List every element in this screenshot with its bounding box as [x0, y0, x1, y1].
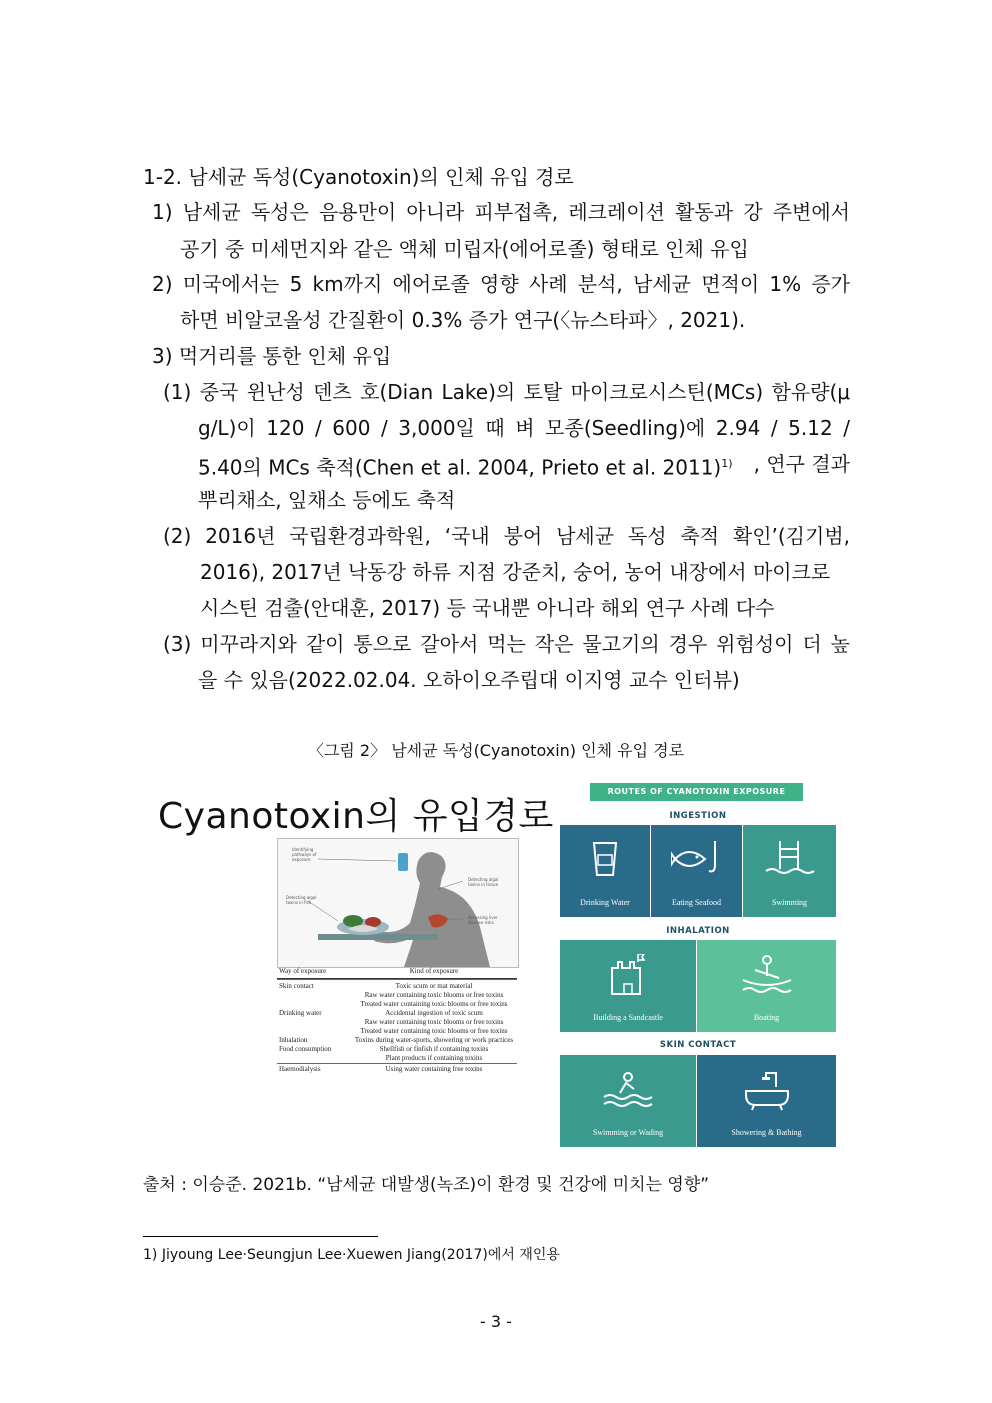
- sandcastle-icon: [608, 954, 648, 996]
- subitem-3-line-1: (3) 미꾸라지와 같이 통으로 갈아서 먹는 작은 물고기의 경우 위험성이 더 높: [163, 632, 850, 656]
- svg-text:Identifying: Identifying: [292, 847, 314, 852]
- figure-source: 출처 : 이승준. 2021b. “남세균 대발생(녹조)이 환경 및 건강에 미치는 영향”: [143, 1175, 710, 1195]
- tile-label: Swimming: [771, 898, 808, 907]
- item-1-line-2: 공기 중 미세먼지와 같은 액체 미립자(에어로졸) 형태로 인체 유입: [180, 237, 749, 261]
- table-row: [277, 1018, 517, 1027]
- table-cell: Raw water containing toxic blooms or free toxins: [364, 991, 504, 999]
- figure-caption: 〈그림 2〉 남세균 독성(Cyanotoxin) 인체 유입 경로: [307, 741, 685, 760]
- subitem-1-line-3-text: 5.40의 MCs 축적(Chen et al. 2004, Prieto et al. 2011): [198, 455, 722, 480]
- footnote: 1) Jiyoung Lee·Seungjun Lee·Xuewen Jiang(2017)에서 재인용: [143, 1247, 560, 1263]
- exposure-table-header: [277, 966, 517, 979]
- tile-swimming: [743, 825, 836, 917]
- subitem-1-line-2: g/L)이 120 / 600 / 3,000일 때 벼 모종(Seedling)에 2.94 / 5.12 /: [198, 416, 850, 440]
- table-cell: Accidental ingestion of toxic scum: [385, 1009, 483, 1017]
- svg-text:Detecting algal: Detecting algal: [286, 895, 317, 900]
- subitem-3-line-2: 을 수 있음(2022.02.04. 오하이오주립대 이지영 교수 인터뷰): [198, 668, 740, 692]
- table-row: [277, 979, 517, 991]
- subitem-2-line-3: 시스틴 검출(안대훈, 2017) 등 국내뿐 아니라 해외 연구 사례 다수: [200, 596, 775, 620]
- pool-ladder-icon: [764, 839, 816, 879]
- subitem-2-line-2: 2016), 2017년 낙동강 하류 지점 강준치, 숭어, 농어 내장에서 마이크로: [200, 560, 831, 584]
- subitem-1-line-4: 뿌리채소, 잎채소 등에도 축적: [198, 488, 456, 512]
- subitem-2-line-1: (2) 2016년 국립환경과학원, ‘국내 붕어 남세균 독성 축적 확인’(김기범,: [163, 524, 850, 548]
- figure-left-title: Cyanotoxin의 유입경로: [158, 796, 554, 837]
- table-row: [277, 1000, 517, 1009]
- subitem-1-line-1: (1) 중국 윈난성 덴츠 호(Dian Lake)의 토탈 마이크로시스틴(MCs) 함유량(μ: [163, 380, 850, 404]
- tile-drinking-water: [560, 825, 650, 917]
- item-3-line-1: 3) 먹거리를 통한 인체 유입: [152, 344, 392, 368]
- ingestion-label: INGESTION: [669, 811, 727, 821]
- tile-label: Boating: [753, 1013, 780, 1022]
- subitem-1-line-3-tail: , 연구 결과: [753, 452, 850, 476]
- svg-text:Detecting algal: Detecting algal: [468, 877, 499, 882]
- fish-hook-icon: [671, 839, 723, 879]
- tile-eating-seafood: [651, 825, 742, 917]
- footnote-divider: [143, 1236, 378, 1237]
- routes-banner: ROUTES OF CYANOTOXIN EXPOSURE: [590, 783, 803, 801]
- tile-label: Eating Seafood: [671, 898, 722, 907]
- table-cell: Haemodialysis: [279, 1065, 321, 1073]
- table-cell: Toxins during water-sports, showering or work practices: [354, 1036, 514, 1044]
- subitem-1-line-3: [198, 452, 850, 480]
- tile-label: Drinking Water: [580, 898, 630, 907]
- header-way: Way of exposure: [279, 967, 327, 975]
- table-cell: Plant products if containing toxins: [385, 1054, 483, 1062]
- svg-text:exposure: exposure: [292, 857, 311, 862]
- tile-label: Building a Sandcastle: [593, 1013, 663, 1022]
- svg-text:toxins in fish: toxins in fish: [286, 900, 312, 905]
- table-cell: Drinking water: [279, 1009, 322, 1017]
- item-2-line-1: 2) 미국에서는 5 km까지 에어로졸 영향 사례 분석, 남세균 면적이 1% 증가: [152, 272, 850, 296]
- kayak-icon: [739, 954, 795, 996]
- routes-infographic: [560, 780, 836, 1148]
- table-row: [277, 1009, 517, 1018]
- table-cell: Skin contact: [279, 982, 314, 990]
- tile-boating: [697, 940, 836, 1032]
- table-cell: Toxic scum or mat material: [395, 982, 473, 990]
- page-number: - 3 -: [480, 1312, 512, 1331]
- table-cell: Treated water containing toxic blooms or free toxins: [360, 1000, 508, 1008]
- water-glass-icon: [590, 839, 620, 879]
- table-cell: Raw water containing toxic blooms or free toxins: [364, 1018, 504, 1026]
- footnote-ref[interactable]: 1): [721, 457, 733, 470]
- table-row: [277, 1045, 517, 1054]
- inhalation-label: INHALATION: [666, 926, 730, 936]
- svg-text:disease risks: disease risks: [468, 920, 494, 925]
- tile-building-sandcastle: [560, 940, 696, 1032]
- tile-swimming-wading: [560, 1055, 696, 1147]
- swimmer-icon: [600, 1069, 656, 1109]
- item-2-line-2: 하면 비알코올성 간질환이 0.3% 증가 연구(〈뉴스타파〉, 2021).: [180, 308, 746, 332]
- table-row: [277, 1063, 517, 1074]
- exposure-illustration: [277, 838, 519, 968]
- table-cell: Inhalation: [279, 1036, 308, 1044]
- header-kind: Kind of exposure: [409, 967, 459, 975]
- bathtub-shower-icon: [742, 1069, 792, 1111]
- table-row: [277, 991, 517, 1000]
- tile-showering-bathing: [697, 1055, 836, 1147]
- table-cell: Shellfish or finfish if containing toxins: [379, 1045, 489, 1053]
- table-row: [277, 1027, 517, 1036]
- table-cell: Food consumption: [279, 1045, 332, 1053]
- svg-text:Assessing liver: Assessing liver: [468, 915, 498, 920]
- exposure-table: [277, 966, 517, 1074]
- tile-label: Swimming or Wading: [592, 1128, 664, 1137]
- table-cell: Treated water containing toxic blooms or free toxins: [360, 1027, 508, 1035]
- tile-label: Showering & Bathing: [731, 1128, 802, 1137]
- svg-text:toxins in tissue: toxins in tissue: [468, 882, 499, 887]
- table-row: [277, 1054, 517, 1063]
- table-row: [277, 1036, 517, 1045]
- section-title: 1-2. 남세균 독성(Cyanotoxin)의 인체 유입 경로: [143, 165, 574, 189]
- skin-contact-label: SKIN CONTACT: [659, 1040, 737, 1050]
- svg-text:pathways of: pathways of: [292, 852, 317, 857]
- item-1-line-1: 1) 남세균 독성은 음용만이 아니라 피부접촉, 레크레이션 활동과 강 주변에서: [152, 200, 850, 224]
- table-cell: Using water containing free toxins: [385, 1065, 483, 1073]
